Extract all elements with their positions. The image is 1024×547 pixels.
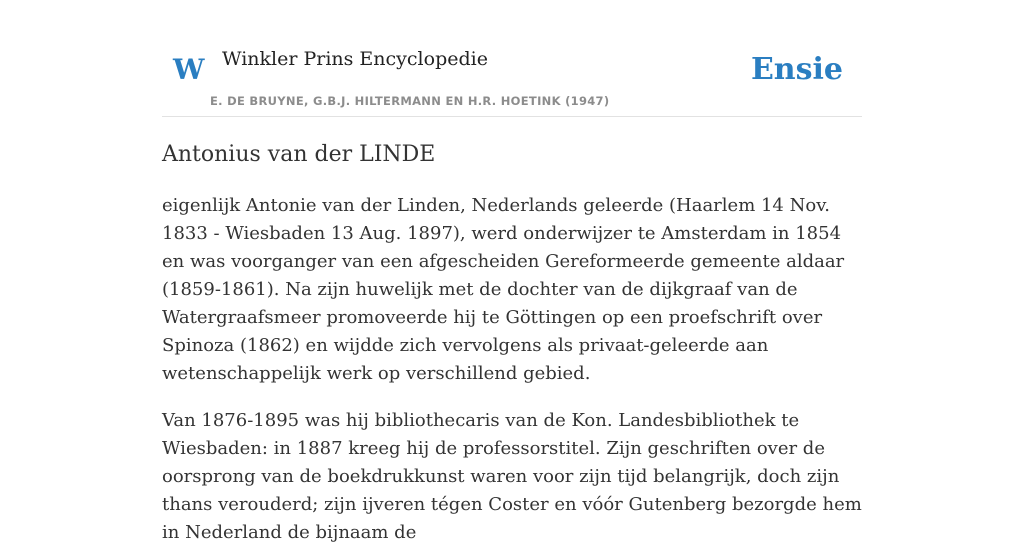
article-paragraph-2: Van 1876-1895 was hij bibliothecaris van de Kon. Landesbibliothek te Wiesbaden: in 1887 kreeg hij de professorstitel. Zijn geschriften over de oorsprong van de boekdrukkunst waren voor zijn tijd belangrijk, doch zijn thans verouderd; zijn ijveren tégen Coster en vóór Gutenberg bezorgde hem in Nederland de bijnaam de xyxy=(162,410,862,543)
article-title: Antonius van der LINDE xyxy=(162,142,436,167)
site-header xyxy=(162,0,862,117)
site-title[interactable]: Winkler Prins Encyclopedie xyxy=(222,48,488,70)
article-body xyxy=(162,138,862,547)
article-paragraph-1: eigenlijk Antonie van der Linden, Nederlands geleerde (Haarlem 14 Nov. 1833 - Wiesbaden 13 Aug. 1897), werd onderwijzer te Amsterdam in 1854 en was voorganger van een afgescheiden Gereformeerde gemeente aldaar (1859-1861). Na zijn huwelijk met de dochter van de dijkgraaf van de Watergraafsmeer promoveerde hij te Göttingen op een proefschrift over Spinoza (1862) en wijdde zich vervolgens als privaat-geleerde aan wetenschappelijk werk op verschillend gebied. xyxy=(162,195,845,384)
brand-logo[interactable]: Ensie xyxy=(750,52,843,87)
authors-line: E. DE BRUYNE, G.B.J. HILTERMANN EN H.R. HOETINK (1947) xyxy=(210,94,610,108)
logo-icon[interactable]: W xyxy=(173,53,205,86)
